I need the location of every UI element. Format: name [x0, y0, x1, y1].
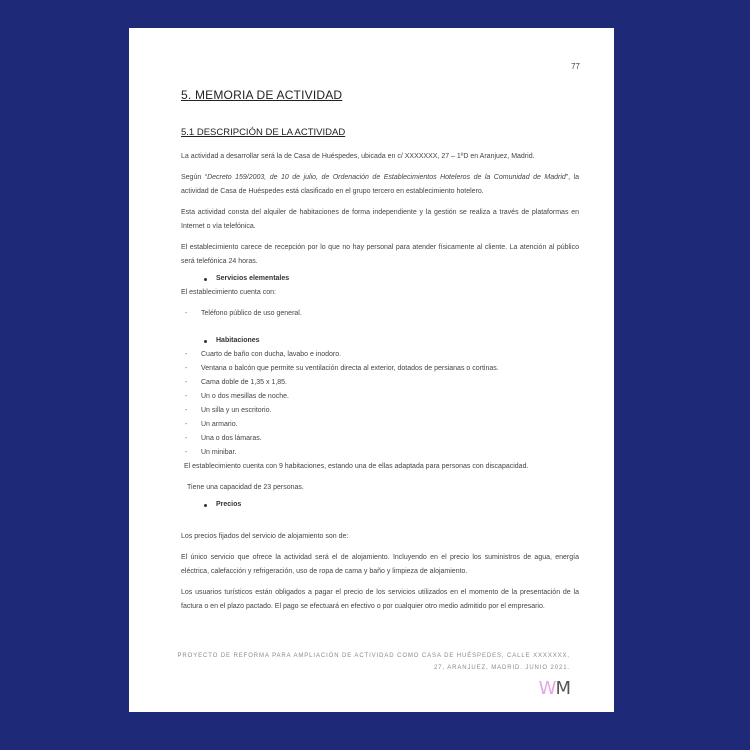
- paragraph-payment: Los usuarios turísticos están obligados a pagar el precio de los servicios utilizados en el momento de la presentación de la factura o en el plazo pactado. El pago se efectuará en efectivo o por cualquier otro medio admitido por el empresario.: [181, 589, 579, 610]
- footer-line: 27, ARANJUEZ, MADRID. JUNIO 2021.: [433, 665, 570, 671]
- dash-icon: -: [185, 435, 188, 442]
- dash-icon: -: [185, 351, 188, 358]
- document-body: [181, 150, 579, 614]
- list-item: - Teléfono público de uso general.: [181, 307, 579, 321]
- section-heading: 5. MEMORIA DE ACTIVIDAD: [181, 88, 343, 102]
- list-item: - Un armario.: [181, 418, 579, 432]
- list-item: - Un silla y un escritorio.: [181, 404, 579, 418]
- wm-logo: WM: [538, 678, 570, 699]
- dash-icon: -: [185, 393, 188, 400]
- dash-icon: -: [185, 407, 188, 414]
- paragraph-service: El único servicio que ofrece la actividad será el de alojamiento. Incluyendo en el precio los suministros de agua, energía eléctrica, calefacción y refrigeración, uso de ropa de cama y baño y limpieza de alojamiento.: [181, 554, 579, 575]
- paragraph-decree: Según “Decreto 159/2003, de 10 de julio, de Ordenación de Establecimientos Hoteleros de la Comunidad de Madrid”, la actividad de Casa de Huéspedes está clasificado en el grupo tercero en establecimiento hotelero.: [181, 174, 579, 195]
- paragraph-activity: Esta actividad consta del alquiler de habitaciones de forma independiente y la gestión se realiza a través de plataformas en Internet o vía telefónica.: [181, 209, 579, 230]
- habitaciones-heading: Habitaciones: [181, 334, 579, 348]
- list-item: - Ventana o balcón que permite su ventilación directa al exterior, dotados de persianas o cortinas.: [181, 362, 579, 376]
- list-item: - Cama doble de 1,35 x 1,85.: [181, 376, 579, 390]
- bullet-icon: [204, 340, 207, 343]
- servicios-list: [181, 307, 579, 321]
- footer-line: PROYECTO DE REFORMA PARA AMPLIACIÓN DE ACTIVIDAD COMO CASA DE HUÉSPEDES, CALLE XXXXXXX,: [177, 653, 570, 659]
- dash-icon: -: [185, 421, 188, 428]
- list-item: - Un minibar.: [181, 446, 579, 460]
- bullet-icon: [204, 278, 207, 281]
- dash-icon: -: [185, 449, 188, 456]
- precios-heading: Precios: [181, 498, 579, 512]
- paragraph-location: La actividad a desarrollar será la de Casa de Huéspedes, ubicada en c/ XXXXXXX, 27 – 1ºD en Aranjuez, Madrid.: [181, 153, 535, 160]
- list-item: - Un o dos mesillas de noche.: [181, 390, 579, 404]
- servicios-heading: Servicios elementales: [181, 272, 579, 286]
- bullet-icon: [204, 504, 207, 507]
- document-page: [129, 28, 614, 712]
- dash-icon: -: [185, 365, 188, 372]
- list-item: - Cuarto de baño con ducha, lavabo e inodoro.: [181, 348, 579, 362]
- list-item: - Una o dos lámaras.: [181, 432, 579, 446]
- paragraph-rooms: El establecimiento cuenta con 9 habitaciones, estando una de ellas adaptada para personas con discapacidad.: [184, 463, 529, 470]
- paragraph-prices-intro: Los precios fijados del servicio de alojamiento son de:: [181, 533, 349, 540]
- servicios-intro: El establecimiento cuenta con:: [181, 289, 276, 296]
- paragraph-capacity: Tiene una capacidad de 23 personas.: [187, 484, 304, 491]
- page-number: 77: [571, 62, 580, 71]
- decree-title: Decreto 159/2003, de 10 de julio, de Ordenación de Establecimientos Hoteleros de la Comunidad de Madrid: [207, 174, 566, 181]
- page-footer: [150, 650, 570, 674]
- dash-icon: -: [185, 310, 188, 317]
- habitaciones-list: [181, 348, 579, 460]
- paragraph-reception: El establecimiento carece de recepción por lo que no hay personal para atender físicamente al cliente. La atención al público será telefónica 24 horas.: [181, 244, 579, 265]
- subsection-heading: 5.1 DESCRIPCIÓN DE LA ACTIVIDAD: [181, 127, 346, 138]
- dash-icon: -: [185, 379, 188, 386]
